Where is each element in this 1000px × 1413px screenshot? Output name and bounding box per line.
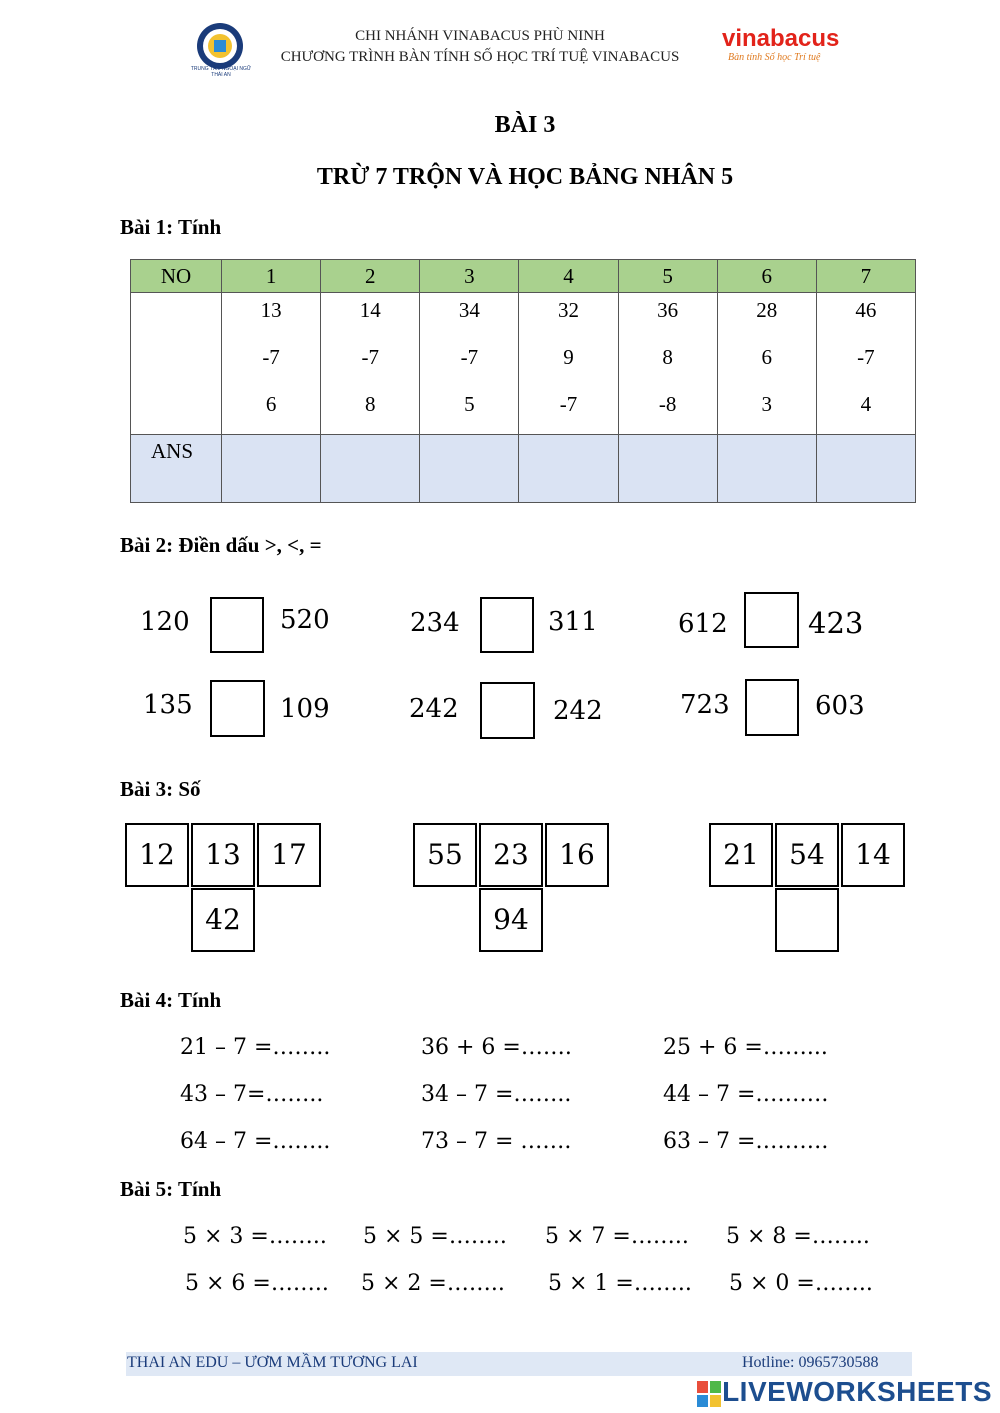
number: -7 [361, 345, 379, 369]
answer-input[interactable] [519, 435, 618, 503]
liveworksheets-icon [697, 1381, 721, 1407]
empty-cell [131, 293, 222, 435]
number: 4 [860, 392, 872, 416]
liveworksheets-brand: LIVEWORKSHEETS [722, 1376, 992, 1407]
number: 13 [260, 298, 282, 322]
expression[interactable]: 5 × 7 =…….. [545, 1224, 689, 1249]
number: 8 [662, 345, 673, 369]
number-cell: 16 [545, 823, 609, 887]
number: -7 [559, 392, 578, 416]
vinabacus-logo-text: vinabacus [722, 25, 840, 52]
bai1-table [130, 259, 916, 503]
number-cell: 54 [775, 823, 839, 887]
compare-answer-box[interactable] [210, 597, 264, 653]
number-column [816, 293, 915, 435]
number-column [618, 293, 717, 435]
col-header: 1 [222, 260, 321, 293]
logo-caption: TRUNG TÂM NGOẠI NGỮ THÁI AN [190, 66, 252, 78]
sum-cell: 42 [191, 888, 255, 952]
answer-input[interactable] [222, 435, 321, 503]
expression[interactable]: 36 + 6 =……. [421, 1035, 572, 1060]
expression[interactable]: 63 – 7 =………. [663, 1129, 829, 1154]
compare-answer-box[interactable] [744, 592, 799, 648]
number: 6 [265, 392, 277, 416]
number: 32 [557, 298, 579, 322]
page-title: BÀI 3 [494, 112, 556, 138]
number: 28 [756, 298, 778, 322]
number-column [420, 293, 519, 435]
expression[interactable]: 5 × 6 =…….. [185, 1271, 329, 1296]
bai5-heading: Bài 5: Tính [120, 1177, 222, 1201]
number: 6 [761, 345, 773, 369]
expression[interactable]: 5 × 8 =…….. [726, 1224, 870, 1249]
number-cell: 17 [257, 823, 321, 887]
number: 34 [458, 298, 480, 322]
number: -7 [460, 345, 479, 369]
compare-right-number: 423 [808, 606, 864, 640]
bai2-heading: Bài 2: Điền dấu >, <, = [120, 533, 322, 557]
bai1-numbers-row [131, 293, 916, 435]
number-column [717, 293, 816, 435]
bai1-heading: Bài 1: Tính [120, 215, 222, 239]
col-header: 7 [816, 260, 915, 293]
col-header: 6 [717, 260, 816, 293]
compare-right-number: 242 [553, 696, 603, 726]
expression[interactable]: 34 – 7 =…….. [421, 1082, 572, 1107]
compare-left-number: 135 [143, 690, 193, 720]
header-line-1: CHI NHÁNH VINABACUS PHÙ NINH [355, 28, 605, 44]
number-cell: 13 [191, 823, 255, 887]
expression[interactable]: 64 – 7 =…….. [180, 1129, 331, 1154]
col-header: 2 [321, 260, 420, 293]
compare-right-number: 520 [280, 605, 330, 635]
number: 8 [364, 392, 376, 416]
number-cell: 14 [841, 823, 905, 887]
sum-cell: 94 [479, 888, 543, 952]
answer-input[interactable] [816, 435, 915, 503]
number: -7 [857, 345, 875, 369]
vinabacus-tagline: Bàn tính Số học Trí tuệ [728, 52, 821, 63]
number: 3 [761, 392, 773, 416]
number-cell: 23 [479, 823, 543, 887]
number: -8 [658, 392, 677, 416]
col-header: 5 [618, 260, 717, 293]
footer-left: THAI AN EDU – ƯƠM MẦM TƯƠNG LAI [127, 1354, 418, 1371]
bai4-heading: Bài 4: Tính [120, 988, 222, 1012]
sum-answer-cell[interactable] [775, 888, 839, 952]
number-cell: 55 [413, 823, 477, 887]
compare-left-number: 612 [678, 609, 728, 639]
compare-left-number: 242 [409, 694, 459, 724]
compare-right-number: 109 [280, 694, 330, 724]
ans-label: ANS [131, 435, 222, 503]
compare-right-number: 311 [548, 607, 598, 637]
compare-answer-box[interactable] [480, 597, 534, 653]
bai1-answer-row [131, 435, 916, 503]
footer-hotline: Hotline: 0965730588 [742, 1354, 879, 1371]
number: 5 [464, 392, 475, 416]
number: 46 [855, 298, 877, 322]
expression[interactable]: 44 – 7 =………. [663, 1082, 829, 1107]
number-column [222, 293, 321, 435]
col-header: 3 [420, 260, 519, 293]
thai-an-logo [196, 22, 244, 70]
answer-input[interactable] [420, 435, 519, 503]
header-line-2: CHƯƠNG TRÌNH BÀN TÍNH SỐ HỌC TRÍ TUỆ VINABACUS [280, 49, 680, 65]
number: -7 [262, 345, 280, 369]
expression[interactable]: 25 + 6 =……... [663, 1035, 828, 1060]
bai1-header-row [131, 260, 916, 293]
number-column [321, 293, 420, 435]
expression[interactable]: 5 × 5 =…….. [363, 1224, 507, 1249]
expression[interactable]: 21 – 7 =…….. [180, 1035, 331, 1060]
number-cell: 21 [709, 823, 773, 887]
number-cell: 12 [125, 823, 189, 887]
expression[interactable]: 43 – 7=…….. [180, 1082, 324, 1107]
compare-left-number: 723 [680, 690, 730, 720]
vinabacus-logo [722, 26, 852, 66]
expression[interactable]: 5 × 3 =…….. [183, 1224, 327, 1249]
number-column [519, 293, 618, 435]
page-subtitle: TRỪ 7 TRỘN VÀ HỌC BẢNG NHÂN 5 [316, 164, 734, 190]
number: 9 [563, 345, 574, 369]
expression[interactable]: 73 – 7 = ……. [421, 1129, 572, 1154]
no-header: NO [131, 260, 222, 293]
bai3-heading: Bài 3: Số [120, 777, 201, 801]
compare-answer-box[interactable] [745, 679, 799, 736]
col-header: 4 [519, 260, 618, 293]
compare-right-number: 603 [815, 691, 865, 721]
expression[interactable]: 5 × 2 =…….. [361, 1271, 505, 1296]
answer-input[interactable] [717, 435, 816, 503]
compare-answer-box[interactable] [210, 680, 265, 737]
compare-left-number: 234 [410, 608, 460, 638]
expression[interactable]: 5 × 0 =…….. [729, 1271, 873, 1296]
number: 36 [657, 298, 679, 322]
compare-left-number: 120 [140, 607, 190, 637]
expression[interactable]: 5 × 1 =…….. [548, 1271, 692, 1296]
answer-input[interactable] [618, 435, 717, 503]
number: 14 [359, 298, 381, 322]
compare-answer-box[interactable] [480, 682, 535, 739]
answer-input[interactable] [321, 435, 420, 503]
